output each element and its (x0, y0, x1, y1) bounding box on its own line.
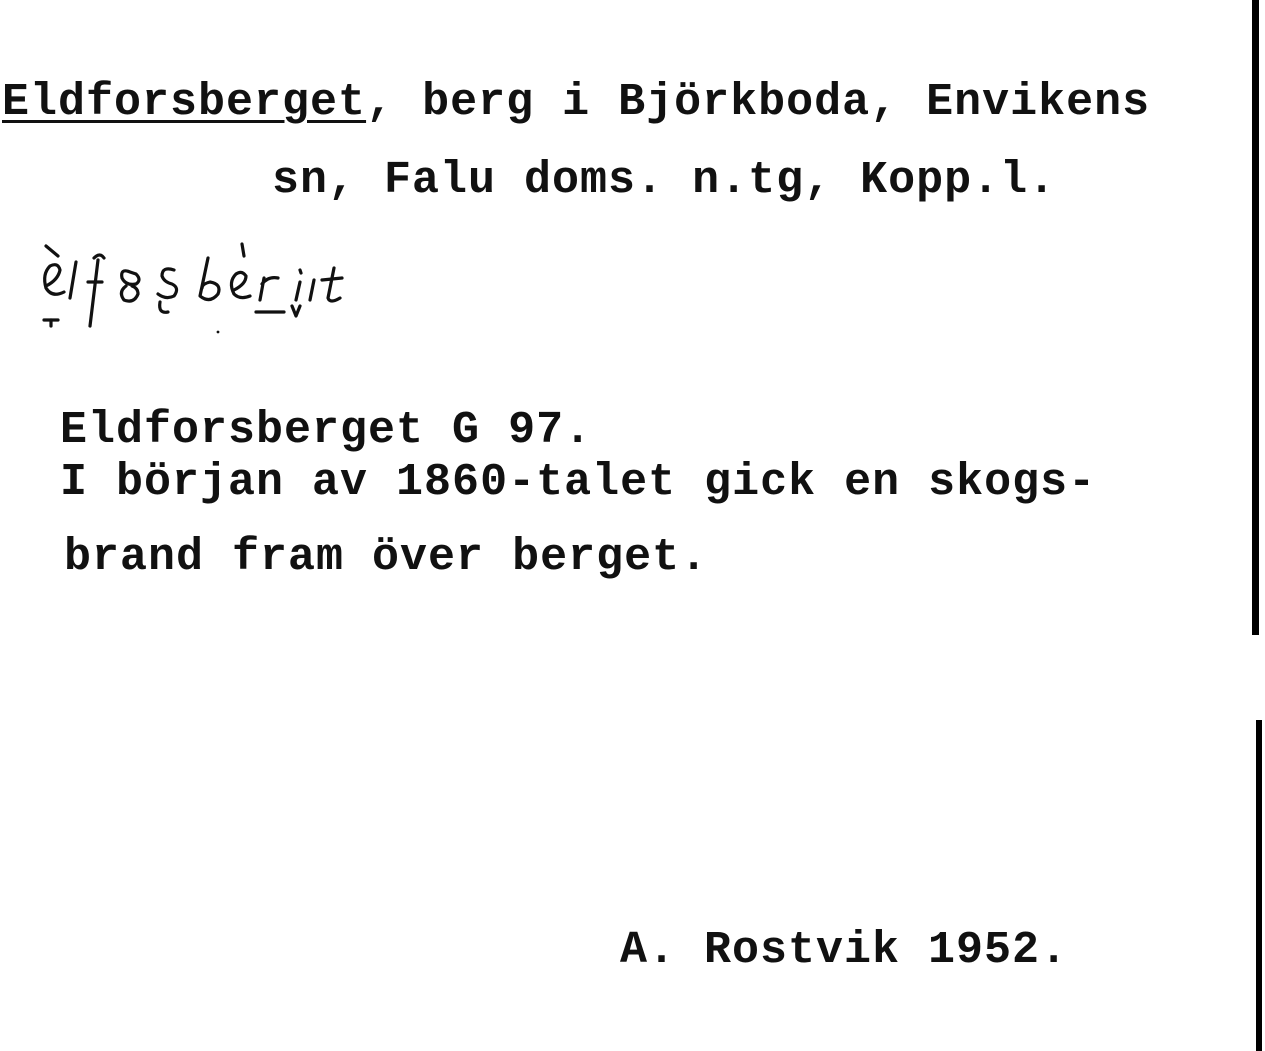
note-line-1: I början av 1860-talet gick en skogs- (60, 457, 1097, 508)
reference-line: Eldforsberget G 97. (60, 405, 593, 456)
card-edge-border-top (1252, 0, 1259, 635)
phonetic-transcription-handwriting (38, 240, 398, 340)
location-line: sn, Falu doms. n.tg, Kopp.l. (272, 155, 1057, 206)
header-description: , berg i Björkboda, Envikens (366, 77, 1151, 128)
card-edge-border-bottom (1256, 720, 1262, 1051)
entry-header-line (2, 77, 1151, 128)
headword: Eldforsberget (2, 77, 367, 128)
collector-signature: A. Rostvik 1952. (620, 925, 1069, 976)
note-line-2: brand fram över berget. (64, 532, 709, 583)
